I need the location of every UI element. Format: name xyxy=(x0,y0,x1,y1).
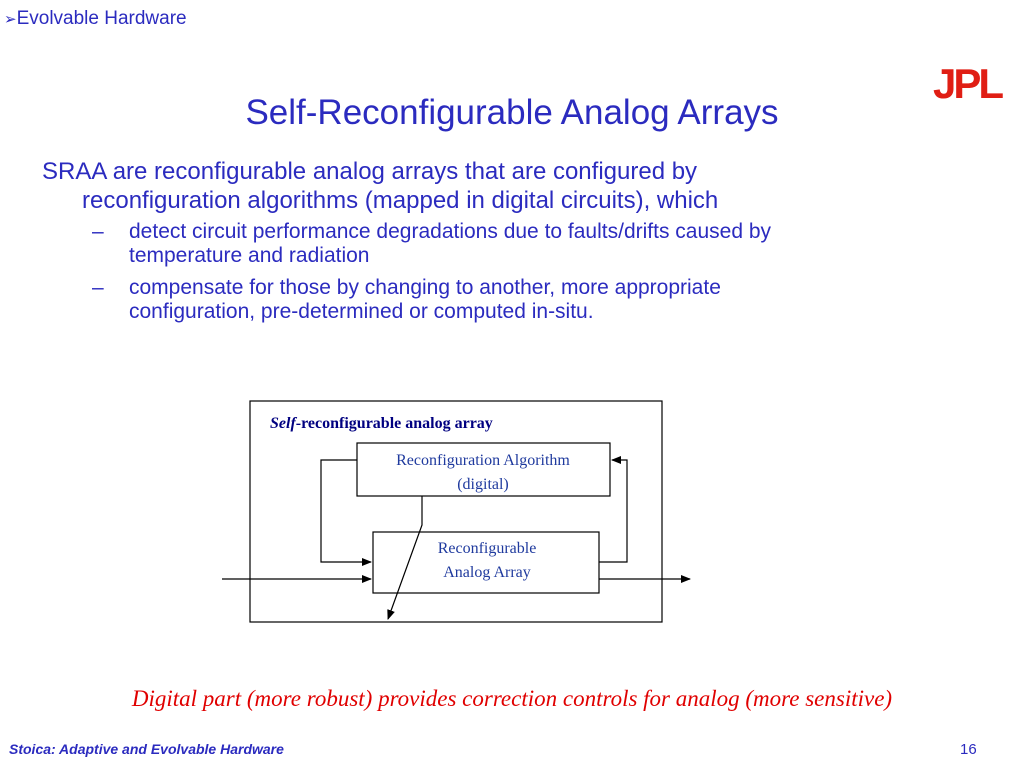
algorithm-label-line1: Reconfiguration Algorithm xyxy=(396,452,570,469)
slide-title: Self-Reconfigurable Analog Arrays xyxy=(245,93,779,132)
algorithm-label-line2: (digital) xyxy=(457,476,509,493)
page-number: 16 xyxy=(960,741,977,758)
sub-bullet-2-line2: configuration, pre-determined or computed in-situ. xyxy=(129,300,594,323)
sub-bullet-1-line2: temperature and radiation xyxy=(129,244,370,267)
caption: Digital part (more robust) provides correction controls for analog (more sensitive) xyxy=(131,686,893,711)
dash-icon: – xyxy=(92,220,104,243)
array-label-line2: Analog Array xyxy=(443,564,531,581)
bullet-arrow-icon: ➢ xyxy=(4,11,17,28)
sub-bullet-2-line1: compensate for those by changing to another, more appropriate xyxy=(129,276,721,299)
bullet-main-line1: SRAA are reconfigurable analog arrays that are configured by xyxy=(42,158,698,185)
bullet-main-line2: reconfiguration algorithms (mapped in digital circuits), which xyxy=(82,187,719,214)
svg-text:JPL: JPL xyxy=(932,60,1002,107)
outer-array-label: Self-reconfigurable analog array xyxy=(270,415,493,432)
sub-bullet-1-line1: detect circuit performance degradations due to faults/drifts caused by xyxy=(129,220,772,243)
dash-icon: – xyxy=(92,276,104,299)
section-label: Evolvable Hardware xyxy=(16,8,187,29)
footer-author: Stoica: Adaptive and Evolvable Hardware xyxy=(9,741,284,757)
array-label-line1: Reconfigurable xyxy=(437,540,537,557)
